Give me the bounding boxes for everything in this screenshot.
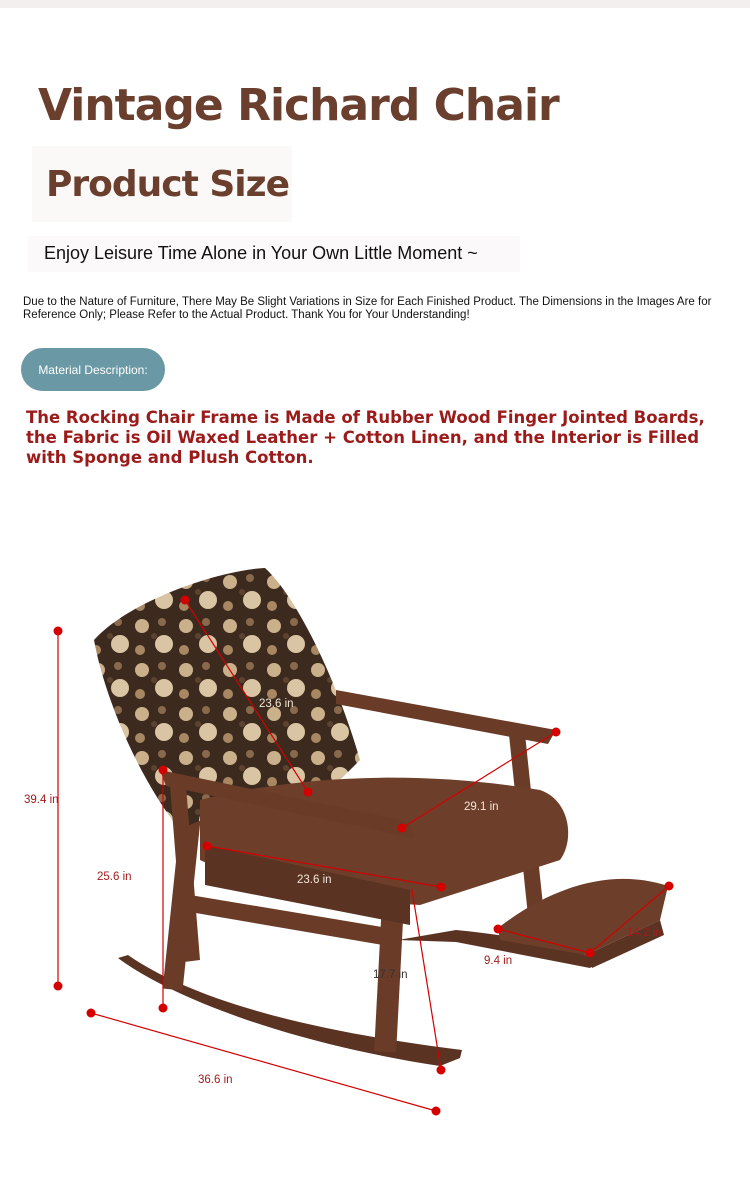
marker-dot (159, 766, 168, 775)
marker-dot (87, 1009, 96, 1018)
marker-dot (494, 925, 503, 934)
marker-dot (159, 1004, 168, 1013)
material-badge-label: Material Description: (38, 362, 148, 377)
marker-dot (552, 728, 561, 737)
armrest-length-label: 29.1 in (464, 801, 499, 813)
marker-dot (54, 982, 63, 991)
marker-dot (398, 824, 407, 833)
seat-to-footrest-line (412, 890, 441, 1070)
marker-dot (665, 882, 674, 891)
marker-dot (304, 788, 313, 797)
material-description: The Rocking Chair Frame is Made of Rubber Wood Finger Jointed Boards, the Fabric is Oil Waxed Leather + Cotton Linen, and the Interior is Filled with Sponge and Plush Cotton. (26, 408, 705, 467)
total-height-label: 39.4 in (24, 794, 59, 806)
marker-dot (181, 596, 190, 605)
seat-to-footrest-label: 17.7 in (373, 969, 408, 981)
marker-dot (54, 627, 63, 636)
backrest-height-label: 23.6 in (259, 698, 294, 710)
chair-illustration (94, 568, 668, 1066)
footrest-width-label: 9.4 in (484, 955, 513, 967)
marker-dot (586, 949, 595, 958)
tagline: Enjoy Leisure Time Alone in Your Own Little Moment ~ (44, 243, 478, 263)
footrest-length-label: 14.2 in (627, 927, 662, 939)
seat-height-label: 25.6 in (97, 871, 132, 883)
page-title: Vintage Richard Chair (38, 80, 559, 131)
section-subtitle: Product Size (46, 164, 289, 205)
seat-width-label: 23.6 in (297, 874, 332, 886)
marker-dot (437, 1066, 446, 1075)
marker-dot (432, 1107, 441, 1116)
size-disclaimer: Due to the Nature of Furniture, There May Be Slight Variations in Size for Each Finished Product. The Dimensions in the Images Are for Reference Only; Please Refer to the Actual Product. Thank You for Your Understanding! (23, 296, 712, 321)
marker-dot (203, 842, 212, 851)
marker-dot (437, 883, 446, 892)
base-length-label: 36.6 in (198, 1074, 233, 1086)
